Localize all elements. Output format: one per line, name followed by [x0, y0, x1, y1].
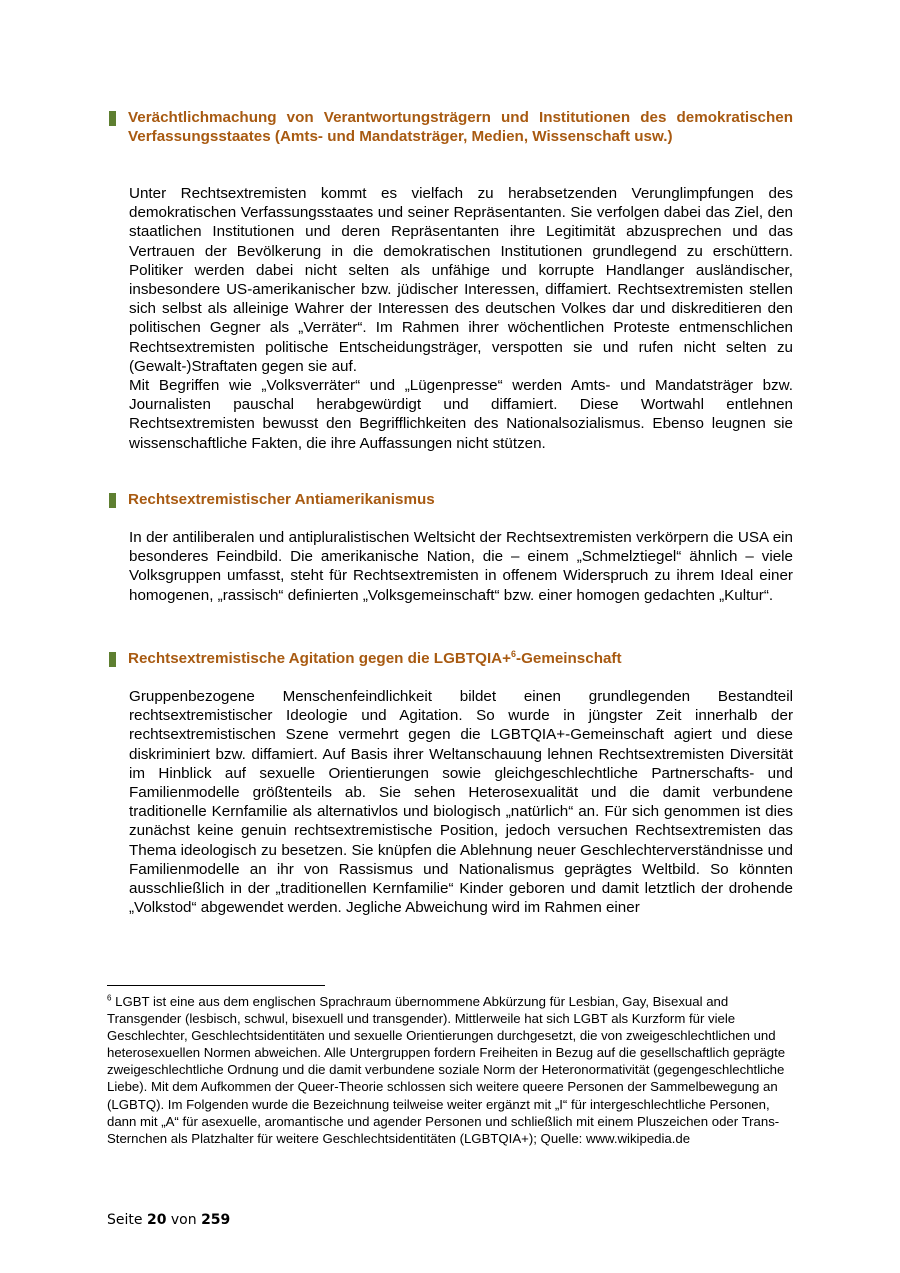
footnote: [107, 993, 793, 1147]
section-body-1: [129, 184, 793, 453]
paragraph: Unter Rechtsextremisten kommt es vielfach zu herabsetzenden Verunglimpfungen des demokratischen Verfassungsstaates und seiner Repräsentanten. Sie verfolgen dabei das Ziel, den staatlichen Institutionen und deren Repräsentanten ihre Legitimität abzusprechen und das Vertrauen der Bevölkerung in die demokratischen Institutionen grundlegend zu erschüttern. Politiker werden dabei nicht selten als unfähige und korrupte Handlanger ausländischer, insbesondere US-amerikanischer bzw. jüdischer Interessen, diffamiert. Rechtsextremisten stellen sich selbst als alleinige Wahrer der Interessen des deutschen Volkes dar und diskreditieren den politischen Gegner als „Verräter“. Im Rahmen ihrer wöchentlichen Proteste entmenschlichen Rechtsextremisten politische Entscheidungsträger, verspotten sie und rufen nicht selten zu (Gewalt-)Straftaten gegen sie auf.: [129, 185, 793, 375]
total-pages: 259: [201, 1212, 231, 1228]
footnote-reference[interactable]: 6: [511, 648, 517, 659]
bullet-marker-icon: [109, 111, 116, 126]
footnote-text: LGBT ist eine aus dem englischen Sprachraum übernommene Abkürzung für Lesbian, Gay, Bisexual and Transgender (lesbisch, schwul, bisexuell und transgender). Mittlerweile hat sich LGBT als Kurzform für viele Geschlechter, Geschlechtsidentitäten und sexuelle Orientierungen durchgesetzt, die von zweigeschlechtlichen und heterosexuellen Normen abweichen. Alle Untergruppen fordern Freiheiten in Bezug auf die gesellschaftlich geprägte zweigeschlechtliche Ordnung und die damit verbundene soziale Norm der Heteronormativität (gegengeschlechtliche Liebe). Mit dem Aufkommen der Queer-Theorie schlossen sich weitere queere Personen der Sammelbewegung an (LGBTQ). Im Folgenden wurde die Bezeichnung teilweise weiter ergänzt mit „I“ für intergeschlechtliche Personen, dann mit „A“ für asexuelle, aromantische und agender Personen und schließlich mit einem Pluszeichen oder Trans-Sternchen als Platzhalter für weitere Geschlechtsidentitäten (LGBTQIA+); Quelle: www.wikipedia.de: [107, 994, 786, 1146]
paragraph: In der antiliberalen und antipluralistischen Weltsicht der Rechtsextremisten verkörpern die USA ein besonderes Feindbild. Die amerikanische Nation, die – einem „Schmelztiegel“ ähnlich – viele Volksgruppen umfasst, steht für Rechtsextremisten in offenem Widerspruch zu ihrem Ideal einer homogenen, „rassisch“ definierten „Volksgemeinschaft“ bzw. einer homogen gedachten „Kultur“.: [129, 529, 793, 604]
paragraph: Mit Begriffen wie „Volksverräter“ und „Lügenpresse“ werden Amts- und Mandatsträger bzw. Journalisten pauschal herabgewürdigt und diffamiert. Diese Wortwahl entlehnen Rechtsextremisten bewusst den Begrifflichkeiten des Nationalsozialismus. Ebenso leugnen sie wissenschaftliche Fakten, die ihre Auffassungen nicht stützen.: [129, 377, 793, 452]
footnote-number: 6: [107, 993, 112, 1003]
page-number-separator: von: [166, 1212, 202, 1228]
section-title-part: -Gemeinschaft: [516, 650, 622, 667]
current-page: 20: [146, 1212, 167, 1228]
page-number-prefix: Seite: [107, 1212, 147, 1228]
section-title: [128, 649, 793, 668]
section-title-part: Rechtsextremistische Agitation gegen die LGBTQIA+: [128, 650, 512, 667]
section-heading-2: [109, 490, 793, 509]
section-title: Verächtlichmachung von Verantwortungsträgern und Institutionen des demokratischen Verfassungsstaates (Amts- und Mandatsträger, Medien, Wissenschaft usw.): [128, 109, 793, 146]
section-body-2: [129, 528, 793, 605]
section-title: Rechtsextremistischer Antiamerikanismus: [128, 491, 435, 508]
section-heading-3: [109, 649, 793, 668]
footnote-divider: [107, 985, 325, 986]
page-number: [107, 1211, 230, 1229]
paragraph: Gruppenbezogene Menschenfeindlichkeit bildet einen grundlegenden Bestandteil rechtsextremistischer Ideologie und Agitation. So wurde in jüngster Zeit innerhalb der rechtsextremistischen Szene vermehrt gegen die LGBTQIA+-Gemeinschaft agiert und diese diskriminiert bzw. diffamiert. Auf Basis ihrer Weltanschauung lehnen Rechtsextremisten Diversität im Hinblick auf sexuelle Orientierungen sowie gleichgeschlechtliche Partnerschafts- und Familienmodelle größtenteils ab. Sie sehen Heterosexualität und die damit verbundene traditionelle Kernfamilie als alternativlos und biologisch „natürlich“ an. Für sich genommen ist dies zunächst keine genuin rechtsextremistische Position, jedoch versuchen Rechtsextremisten das Thema ideologisch zu besetzen. Sie knüpfen die Ablehnung neuer Geschlechterverständnisse und Familienmodelle an ihr von Rassismus und Nationalismus geprägtes Weltbild. So könnten ausschließlich in der „traditionellen Kernfamilie“ Kinder geboren und damit letztlich der drohende „Volkstod“ abgewendet werden. Jegliche Abweichung wird im Rahmen einer: [129, 688, 793, 917]
section-body-3: [129, 687, 793, 917]
bullet-marker-icon: [109, 652, 116, 667]
bullet-marker-icon: [109, 493, 116, 508]
section-heading-1: [109, 108, 793, 146]
